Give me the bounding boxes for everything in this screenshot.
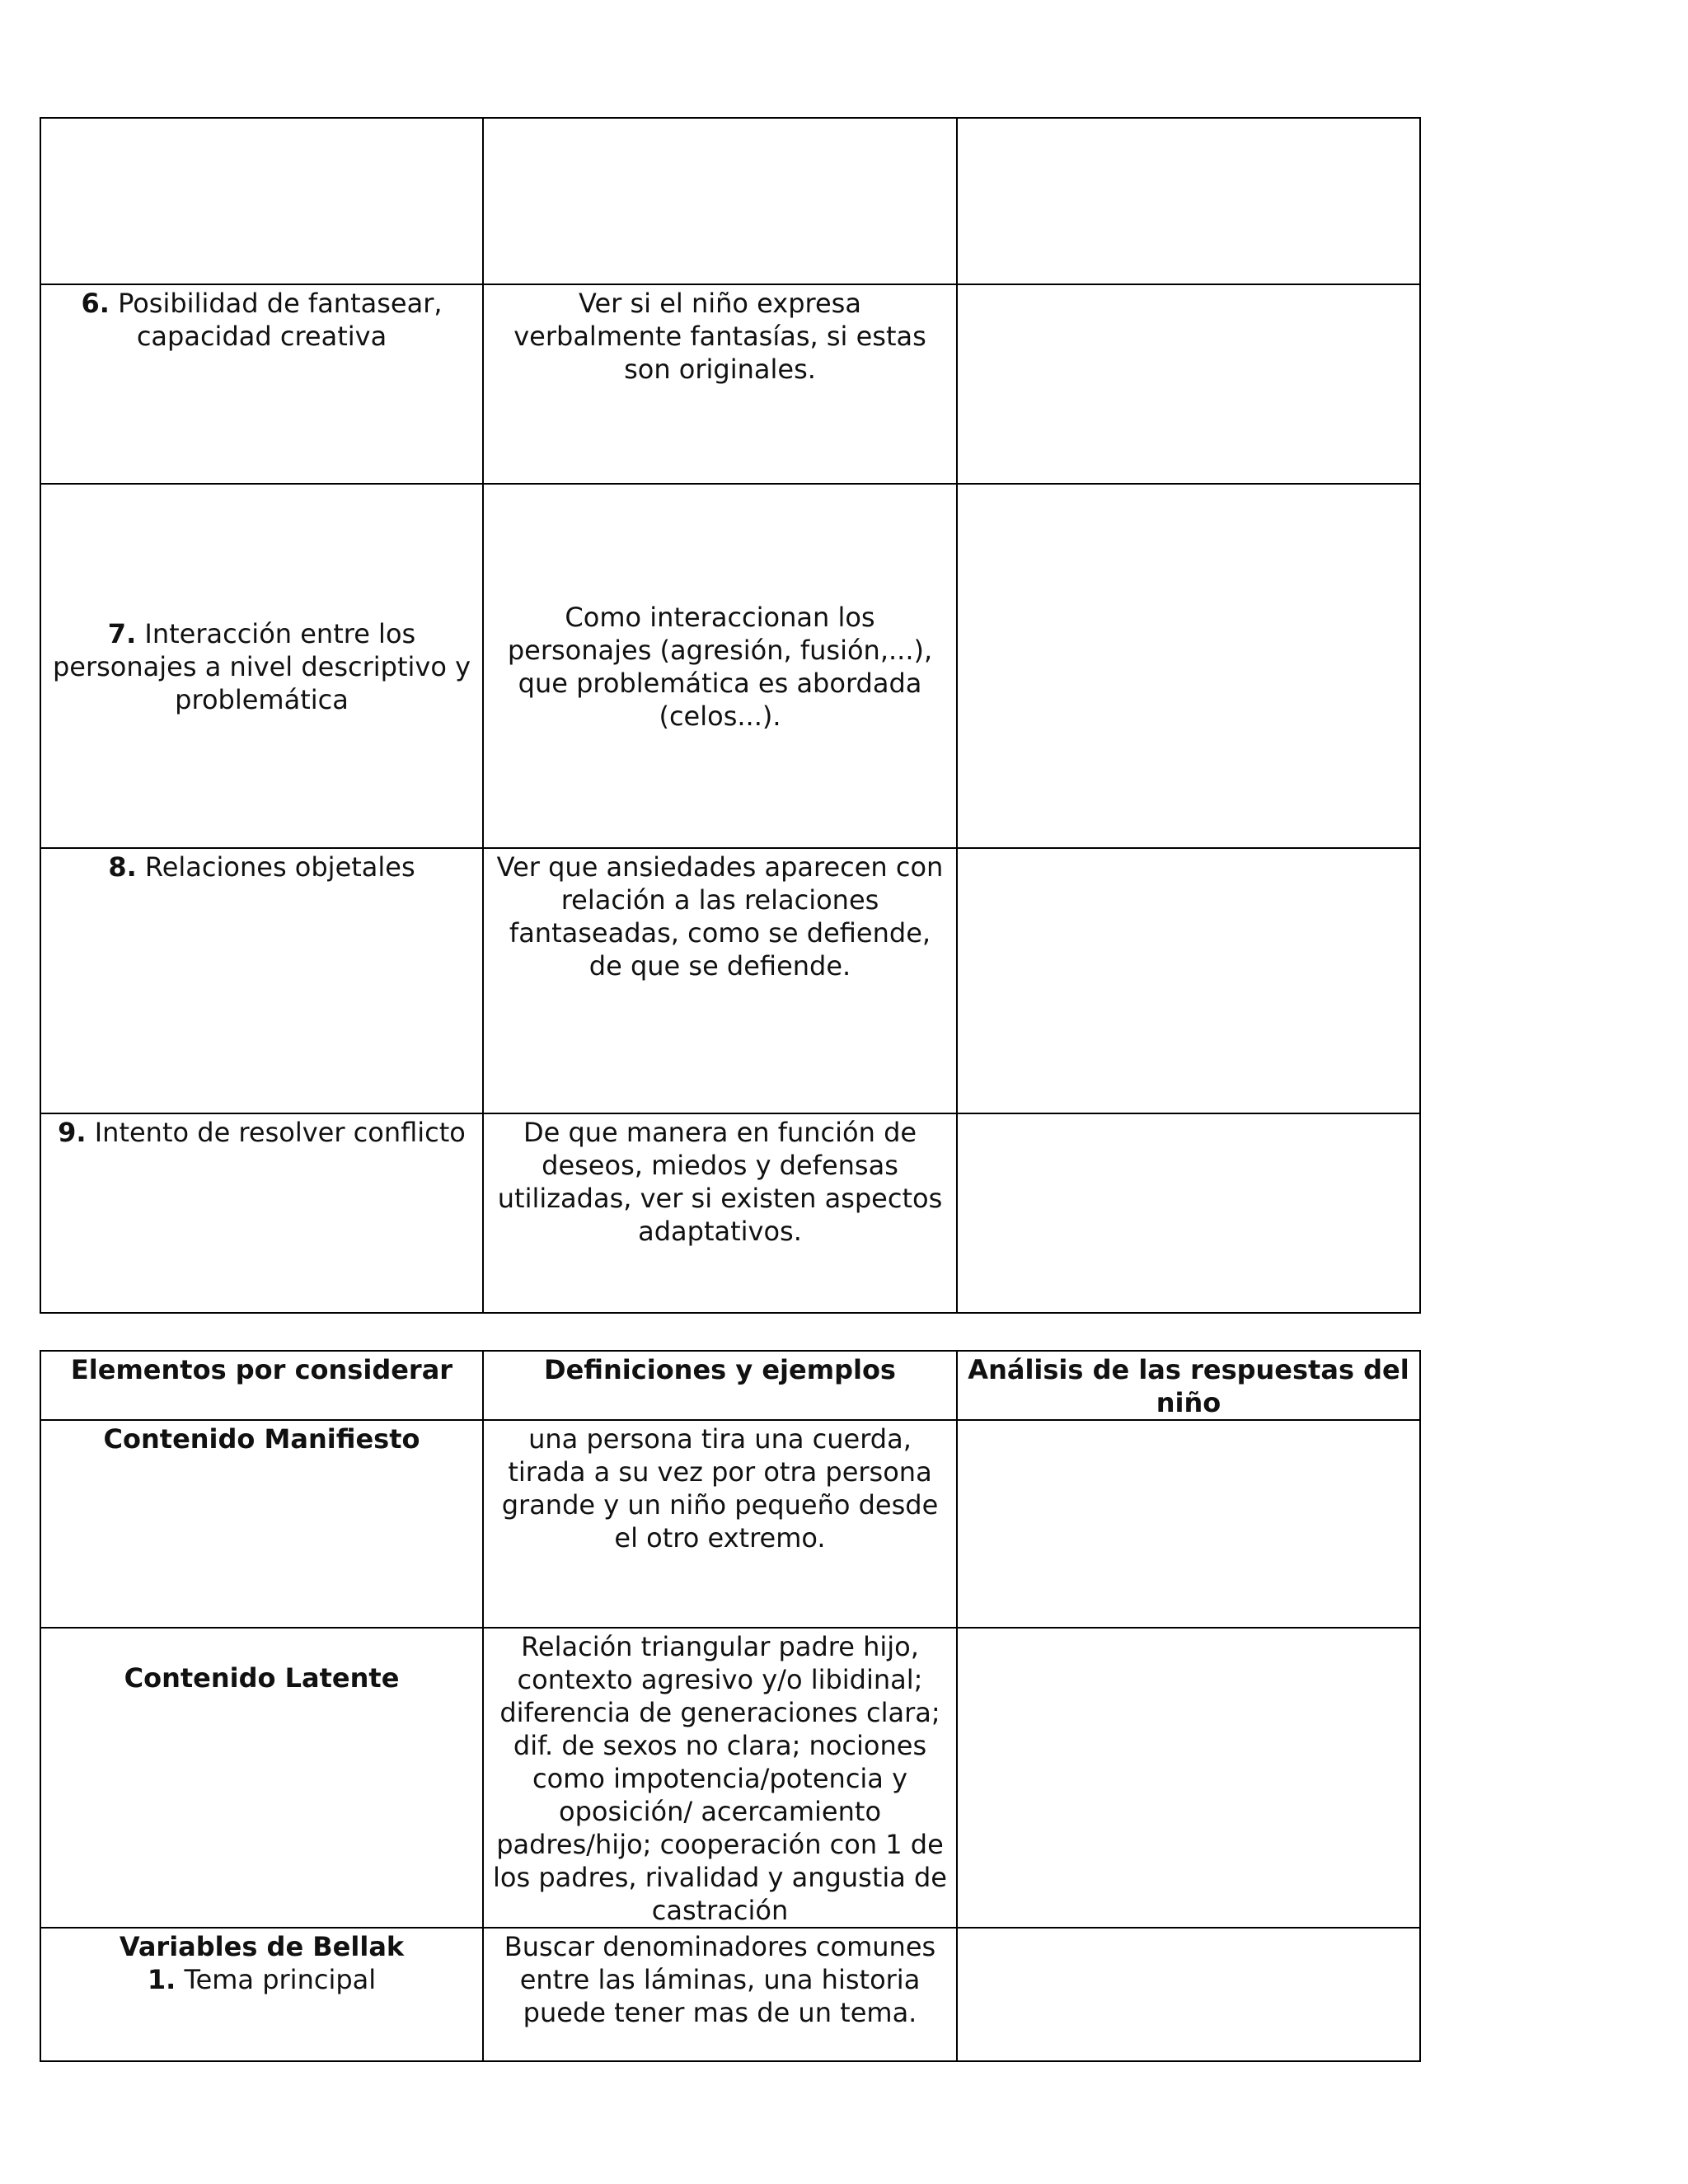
definition-cell (483, 118, 957, 284)
table-row (40, 284, 1420, 484)
element-cell (40, 1113, 483, 1313)
table-row (40, 1928, 1420, 2061)
definition-cell: Buscar denominadores comunes entre las láminas, una historia puede tener mas de un tema. (483, 1928, 957, 2061)
element-cell (40, 284, 483, 484)
element-cell: Contenido Manifiesto (40, 1420, 483, 1628)
analysis-cell (957, 284, 1420, 484)
header-row (40, 1351, 1420, 1420)
column-header: Definiciones y ejemplos (483, 1351, 957, 1420)
definition-cell: Como interaccionan los personajes (agresión, fusión,...), que problemática es abordada (celos...). (483, 484, 957, 848)
element-cell (40, 848, 483, 1113)
column-header: Análisis de las respuestas del niño (957, 1351, 1420, 1420)
element-label: Intento de resolver conflicto (86, 1117, 466, 1148)
definition-cell: De que manera en función de deseos, miedos y defensas utilizadas, ver si existen aspectos adaptativos. (483, 1113, 957, 1313)
table-row (40, 1628, 1420, 1928)
analysis-cell (957, 118, 1420, 284)
analysis-cell (957, 484, 1420, 848)
definition-cell: Relación triangular padre hijo, contexto agresivo y/o libidinal; diferencia de generaciones clara; dif. de sexos no clara; nociones como impotencia/potencia y oposición/ acercamiento padres/hijo; cooperación con 1 de los padres, rivalidad y angustia de castración (483, 1628, 957, 1928)
definition-cell: una persona tira una cuerda, tirada a su vez por otra persona grande y un niño pequeño desde el otro extremo. (483, 1420, 957, 1628)
table-row (40, 848, 1420, 1113)
analysis-cell (957, 1420, 1420, 1628)
evaluation-table-continued (40, 117, 1421, 1314)
element-label: Relaciones objetales (136, 851, 415, 883)
analysis-cell (957, 1628, 1420, 1928)
item-number: 6. (81, 288, 110, 319)
table-row (40, 118, 1420, 284)
table-row (40, 1420, 1420, 1628)
element-label: Interacción entre los personajes a nivel descriptivo y problemática (52, 618, 471, 715)
definition-cell: Ver que ansiedades aparecen con relación a las relaciones fantaseadas, como se defiende, de que se defiende. (483, 848, 957, 1113)
element-cell (40, 484, 483, 848)
item-number: 8. (108, 851, 137, 883)
table-row (40, 1113, 1420, 1313)
element-label: Posibilidad de fantasear, capacidad creativa (109, 288, 443, 352)
element-label: Contenido Latente (124, 1662, 400, 1694)
column-header: Elementos por considerar (40, 1351, 483, 1420)
element-label: Tema principal (176, 1964, 377, 1995)
section-title: Variables de Bellak (119, 1931, 405, 1962)
evaluation-table-cat-plate (40, 1350, 1421, 2062)
analysis-cell (957, 848, 1420, 1113)
element-cell (40, 118, 483, 284)
item-number: 7. (107, 618, 137, 649)
table-row (40, 484, 1420, 848)
item-number: 1. (147, 1964, 176, 1995)
item-number: 9. (58, 1117, 87, 1148)
element-cell (40, 1928, 483, 2061)
analysis-cell (957, 1113, 1420, 1313)
element-cell (40, 1628, 483, 1928)
analysis-cell (957, 1928, 1420, 2061)
definition-cell: Ver si el niño expresa verbalmente fantasías, si estas son originales. (483, 284, 957, 484)
